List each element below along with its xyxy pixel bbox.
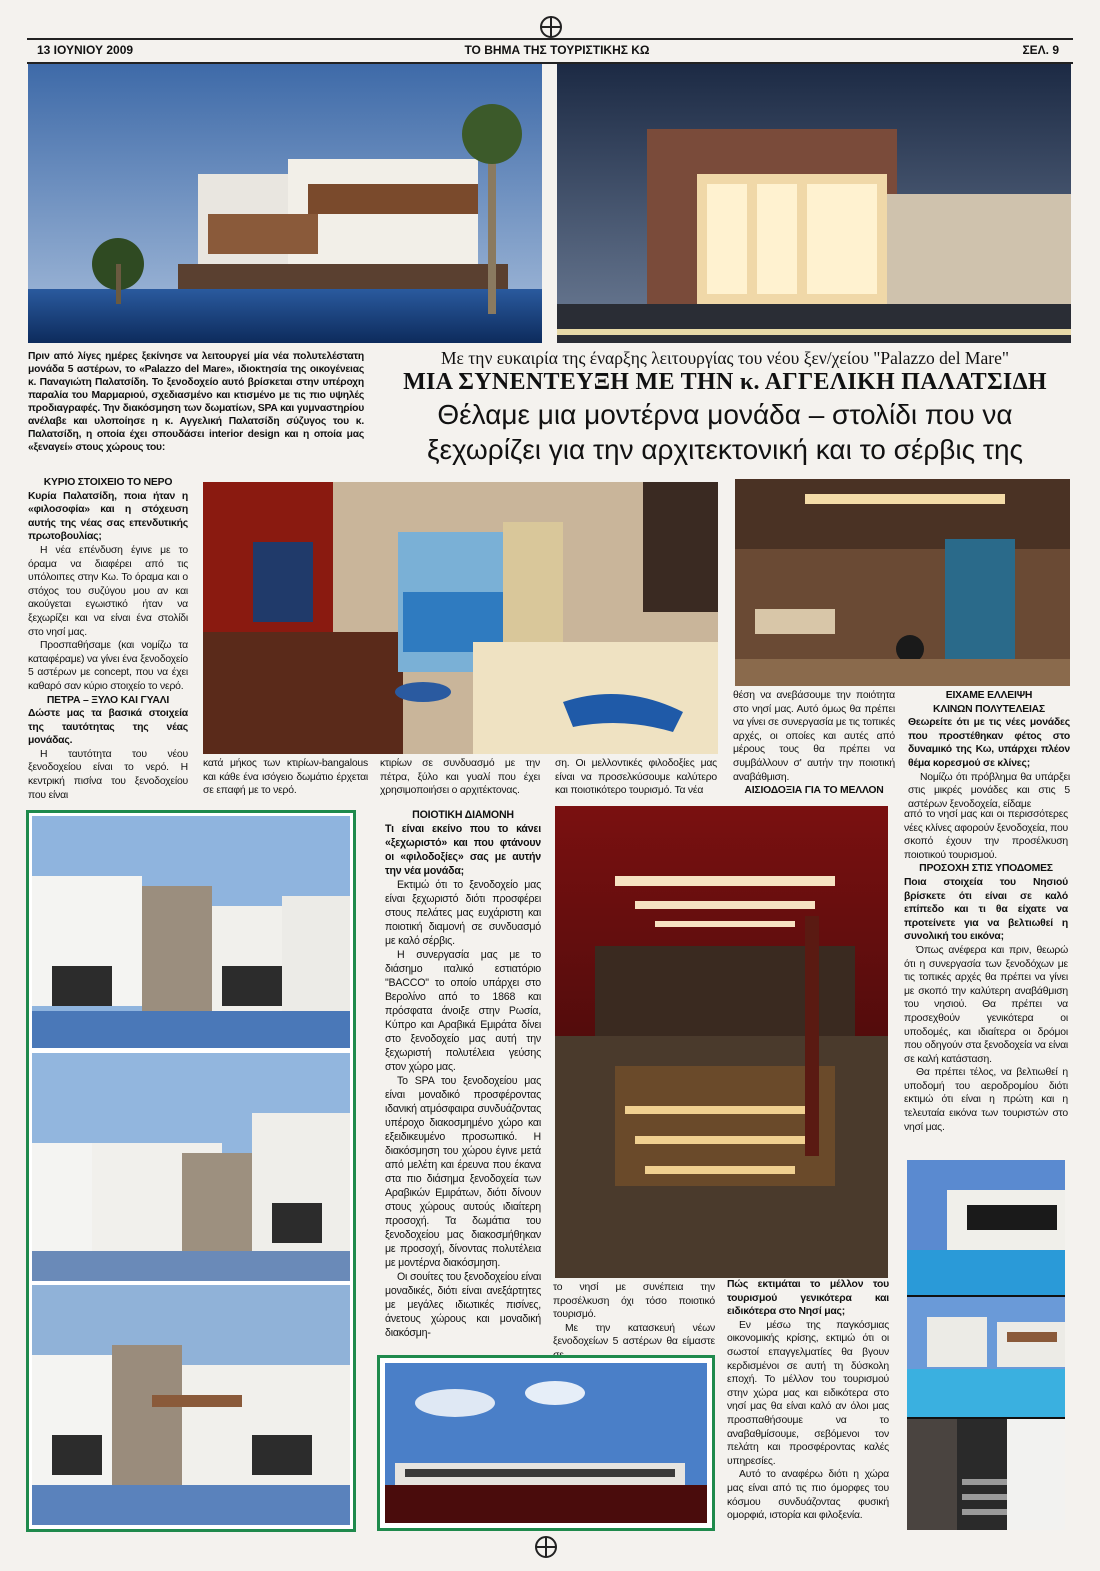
middle-paragraph-2: Η συνεργασία μας με το διάσημο ιταλικό εστιατόριο "BACCO" το οποίο υπάρχει στο Βερολίνο από το 1868 και πρόσφατα άνοιξε στην Ρωσία, Κύπρο και Αραβικά Εμιράτα δίνει στο ξενοδοχείο μας αυτή την ξεχωριστή πολυτέλεια γεύσης στον χώρο μας. bbox=[385, 949, 541, 1073]
strip-col-2-text: κτιρίων σε συνδυασμό με την πέτρα, ξύλο και γυαλί που έχει χρησιμοποιήσει ο αρχιτέκτονας. bbox=[380, 758, 540, 797]
column-future bbox=[727, 1278, 889, 1528]
far-right-paragraph-2: Όπως ανέφερα και πριν, θεωρώ ότι η συνεργασία των ξενοδόχων με τις τοπικές αρχές θα πρέπει να γίνει με σκοπό την καλύτερη αναβάθμιση του νησιού. Θα πρέπει να προσεχθούν γενικότερα οι υποδομές, και ιδιαίτερα οι δρόμοι που οδηγούν στα ξενοδοχεία να είναι σε καλή κατάσταση. bbox=[904, 944, 1068, 1065]
column-below-spa bbox=[553, 1281, 715, 1348]
future-paragraph-2: Αυτό το αναφέρω διότι η χώρα μας είναι από τις πιο όμορφες του κόσμου συνδυάζοντας φυσική ομορφιά, ιστορία και φιλοξενία. bbox=[727, 1469, 889, 1522]
article-intro bbox=[28, 350, 364, 472]
render-steps bbox=[907, 1419, 1065, 1530]
far-right-paragraph-1: από το νησί μας και οι περισσότερες νέες κλίνες αφορούν ξενοδοχεία, που σκοπό έχουν την προσέλκυση ποιοτικού τουρισμού. bbox=[904, 809, 1068, 861]
answer-saturation: Νομίζω ότι πρόβλημα θα υπάρξει στις μικρές μονάδες και στις 5 αστέρων ξενοδοχεία, είδαμε bbox=[908, 771, 1070, 810]
photo-spa-interior-small bbox=[735, 479, 1070, 686]
subhead-water: ΚΥΡΙΟ ΣΤΟΙΧΕΙΟ ΤΟ ΝΕΡΟ bbox=[43, 477, 173, 488]
photo-stack-left bbox=[26, 810, 356, 1532]
subhead-stone-wood-glass: ΠΕΤΡΑ – ΞΥΛΟ ΚΑΙ ΓΥΑΛΙ bbox=[46, 694, 170, 706]
question-saturation: Θεωρείτε ότι με τις νέες μονάδες που προστέθηκαν φέτος στο δυναμικό της Κω, υπάρχει πλέον θέμα κορεσμού σε κλίνες; bbox=[908, 717, 1070, 769]
question-philosophy: Κυρία Παλατσίδη, ποια ήταν η «φιλοσοφία» και η στόχευση αυτής της νέας σας επενδυτικής πρωτοβουλίας; bbox=[28, 490, 188, 543]
photo-hotel-pool-exterior bbox=[28, 64, 542, 343]
below-spa-text: το νησί με συνέπεια την προσέλκυση όχι τόσο ποιοτικό τουρισμό. bbox=[553, 1282, 715, 1321]
subhead-infrastructure: ΠΡΟΣΟΧΗ ΣΤΙΣ ΥΠΟΔΟΜΕΣ bbox=[919, 863, 1053, 875]
subhead-quality-stay: ΠΟΙΟΤΙΚΗ ΔΙΑΜΟΝΗ bbox=[412, 809, 514, 821]
photo-render-frame bbox=[377, 1355, 715, 1531]
registration-mark-top bbox=[540, 16, 562, 38]
far-right-paragraph-3: Θα πρέπει τέλος, να βελτιωθεί η υποδομή του αεροδρομίου διότι εκτιμώ ότι είναι η πρώτη και η τελευταία εικόνα των τουριστών στο νησί μας. bbox=[904, 1067, 1068, 1133]
subhead-optimism: ΑΙΣΙΟΔΟΞΙΑ ΓΙΑ ΤΟ ΜΕΛΛΟΝ bbox=[744, 785, 884, 797]
photo-spa-pool-large bbox=[555, 806, 888, 1278]
strip-col-2 bbox=[380, 757, 540, 799]
photo-villas-2 bbox=[32, 1053, 350, 1281]
subhead-lack-line2: ΚΛΙΝΩΝ ΠΟΛΥΤΕΛΕΙΑΣ bbox=[933, 703, 1045, 715]
quality-text: θέση να ανεβάσουμε την ποιότητα στο νησί μας. Αυτό όμως θα πρέπει να γίνει σε συνεργασία με τις τοπικές αρχές, οι οποίες και αυτές από μέρους τους θα πρέπει να συμβάλλουν σ' αυτήν την ποιοτική αναβάθμιση. bbox=[733, 690, 895, 783]
photo-hotel-night-facade bbox=[557, 64, 1071, 343]
question-future: Πώς εκτιμάται το μέλλον του τουρισμού γενικότερα και ειδικότερα στο Νησί μας; bbox=[727, 1279, 889, 1318]
headline-kicker: Με την ευκαιρία της έναρξης λειτουργίας του νέου ξεν/χείου "Palazzo del Mare" bbox=[440, 348, 1009, 368]
question-unique: Τι είναι εκείνο που το κάνει «ξεχωριστό» και που φτάνουν οι «φιλοδοξίες» σας με αυτήν την νέα μονάδα; bbox=[385, 823, 541, 877]
future-paragraph-1: Εν μέσω της παγκόσμιας οικονομικής κρίσης, εκτιμώ ότι οι σωστοί επαγγελματίες θα βγουν κερδισμένοι σε αυτή τη δύσκολη εποχή. Το μέλλον του τουρισμού στην χώρα μας και ειδικότερα στο νησί μας θα είναι καλό αν όλοι μας προσπαθήσουμε να το αναβαθμίσουμε, σεβόμενοι τον πελάτη και προσφέροντας καλές υπηρεσίες. bbox=[727, 1319, 889, 1467]
render-pool-2 bbox=[907, 1297, 1065, 1417]
page-number: ΣΕΛ. 9 bbox=[1022, 43, 1059, 57]
below-spa-paragraph-2: Με την κατασκευή νέων ξενοδοχείων 5 αστέρων θα είμαστε bbox=[553, 1322, 715, 1348]
column-middle bbox=[385, 808, 541, 1450]
issue-date: 13 ΙΟΥΝΙΟΥ 2009 bbox=[37, 43, 134, 57]
middle-paragraph-3: Το SPA του ξενοδοχείου μας είναι μοναδικό προσφέροντας ιδανική ατμόσφαιρα συνδυάζοντας υπέροχο διακοσμημένο χώρο και εξειδικευμένο προσωπικό. Η διακόσμηση του χώρου έγινε μετά από μελέτη και έρευνα που έκανα στα πιο διάσημα ξενοδοχεία των Αραβικών Εμιράτων, διότι δίνουν στους χώρους αυτούς ιδιαίτερη προσοχή. Τα δωμάτια του ξενοδοχείου μας διακοσμήθηκαν με προσοχή, δίνοντας πολυτέλεια με μοντέρνα διακόσμηση. bbox=[385, 1075, 541, 1269]
headline-sub-line2: ξεχωρίζει για την αρχιτεκτονική και το σέρβις της bbox=[426, 434, 1024, 465]
column-far-right-bottom bbox=[904, 808, 1068, 1158]
question-identity: Δώστε μας τα βασικά στοιχεία της ταυτότητας της νέας μονάδας. bbox=[28, 708, 188, 747]
middle-paragraph-4: Οι σουίτες του ξενοδοχείου είναι μοναδικές, διότι είναι ανεξάρτητες με μεγάλες ιδιωτικές πισίνες, άνετους χώρους και μοναδική διακόσμη- bbox=[385, 1271, 541, 1339]
photo-villas-3 bbox=[32, 1285, 350, 1525]
headline-main: ΜΙΑ ΣΥΝΕΝΤΕΥΞΗ ΜΕ ΤΗΝ κ. ΑΓΓΕΛΙΚΗ ΠΑΛΑΤΣΙΔΗ bbox=[403, 369, 1047, 395]
question-infrastructure: Ποια στοιχεία του Νησιού βρίσκετε ότι είναι σε καλό επίπεδο και τι θα είχατε να προτείνετε για να βελτιωθεί η συνολική του εικόνα; bbox=[904, 876, 1068, 943]
render-stack-right bbox=[907, 1160, 1065, 1530]
intro-text: Πριν από λίγες ημέρες ξεκίνησε να λειτουργεί μία νέα πολυτελέστατη μονάδα 5 αστέρων, το «Palazzo del Mare», ιδιοκτησία της οικογένειας κ. Παναγιώτη Παλατσίδη. Το ξενοδοχείο αυτό βρίσκεται στην υπέροχη παραλία του Μαρμαριού, σχεδιασμένο και κτισμένο με τις πιο υψηλές προδιαγραφές. Την διακόσμηση των δωματίων, SPA και γυμναστηρίου ανέλαβε και υλοποίησε η κ. Αγγελική Παλατσίδη σύζυγος του κ. Παλατσίδη, η οποία έχει σπουδάσει interior design και η οποία μας «ξεναγεί» στους χώρους του: bbox=[28, 351, 364, 453]
registration-mark-bottom bbox=[535, 1536, 557, 1558]
answer-philosophy-1: Η νέα επένδυση έγινε με το όραμα να διαφέρει από τις υπόλοιπες στην Κω. Το όραμα και ο στόχος του συζύγου μου αν και ακούγεται εγωιστικό ήταν να ξεχωρίζει και να είναι ένα στολίδι στο νησί μας. bbox=[28, 544, 188, 638]
subhead-lack-line1: ΕΙΧΑΜΕ ΕΛΛΕΙΨΗ bbox=[945, 690, 1033, 701]
photo-hotel-bedroom bbox=[203, 482, 718, 754]
publication-name: ΤΟ ΒΗΜΑ ΤΗΣ ΤΟΥΡΙΣΤΙΚΗΣ ΚΩ bbox=[464, 43, 650, 57]
headline-sub-line1: Θέλαμε μια μοντέρνα μονάδα – στολίδι που να bbox=[437, 399, 1013, 430]
strip-col-1 bbox=[203, 757, 368, 799]
strip-col-1-text: κατά μήκος των κτιρίων-bangalous και κάθε ένα ισόγειο δωμάτιο έρχεται σε επαφή με το νερό. bbox=[203, 758, 368, 797]
render-pool-1 bbox=[907, 1160, 1065, 1295]
photo-hotel-render bbox=[385, 1363, 707, 1523]
column-quality-top bbox=[733, 689, 895, 801]
page-header bbox=[27, 38, 1073, 64]
strip-col-3 bbox=[555, 757, 717, 799]
strip-col-3-text: ση. Οι μελλοντικές φιλοδοξίες μας είναι να προσελκύσουμε καλύτερο και ποιοτικότερο τουρισμό. Τα νέα bbox=[555, 758, 717, 797]
column-far-right-top bbox=[908, 689, 1070, 810]
photo-villas-1 bbox=[32, 816, 350, 1048]
column-left-top bbox=[28, 476, 188, 800]
middle-paragraph-1: Εκτιμώ ότι το ξενοδοχείο μας είναι ξεχωριστό διότι προσφέρει στους πελάτες μας ευχάριστη και ποιοτική διαμονή σε συνδυασμό με καλό σέρβις. bbox=[385, 879, 541, 947]
answer-identity: Η ταυτότητα του νέου ξενοδοχείου είναι το νερό. Η κεντρική πισίνα του ξενοδοχείου που είναι bbox=[28, 748, 188, 801]
answer-philosophy-2: Προσπαθήσαμε (και νομίζω τα καταφέραμε) να γίνει ένα ξενοδοχείο 5 αστέρων με concept, που να έχει καθαρό σαν κύριο στοιχείο το νερό. bbox=[28, 640, 188, 692]
